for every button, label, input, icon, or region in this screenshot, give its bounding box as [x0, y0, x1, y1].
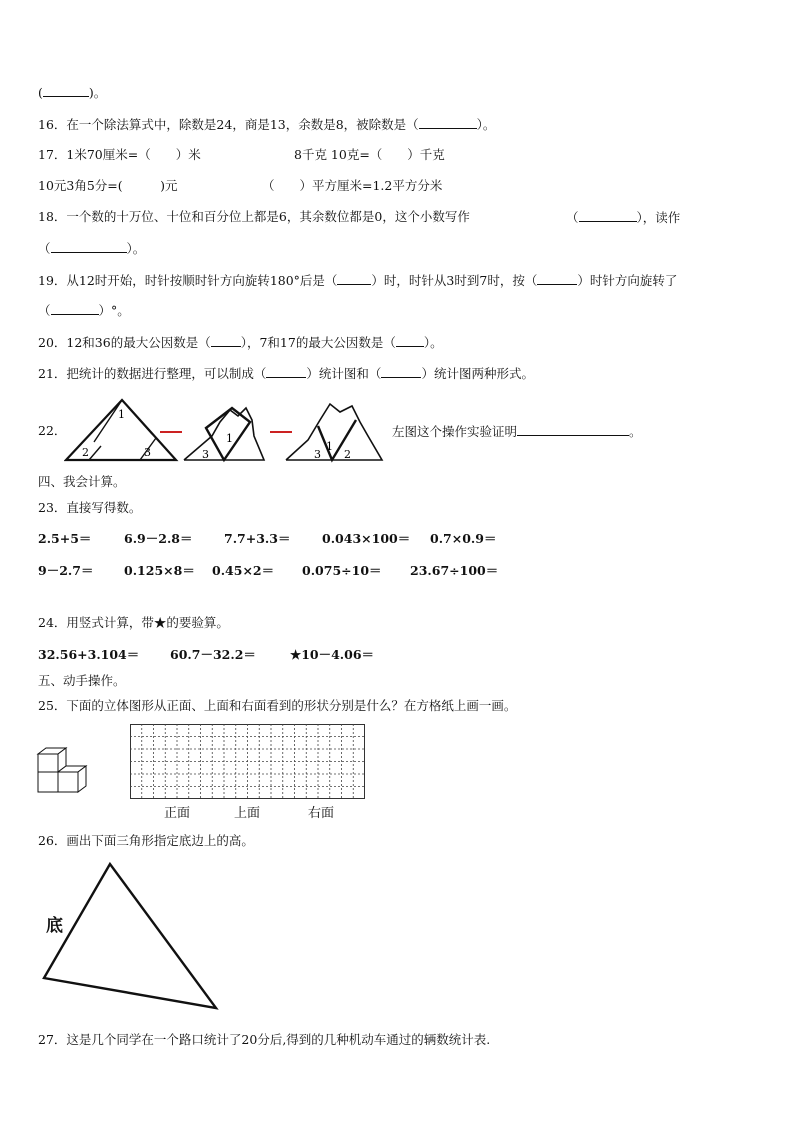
question-text: 在一个除法算式中，除数是24，商是13，余数是8，被除数是（	[66, 117, 419, 132]
question-text-end: ）时针方向旋转了	[577, 273, 678, 288]
question-number: 24．	[38, 615, 67, 630]
calc-item: 0.125×8＝	[124, 563, 195, 578]
section-4-heading: 四、我会计算。	[38, 474, 126, 489]
calc-item: 9－2.7＝	[38, 563, 94, 578]
calc-item: ★10－4.06＝	[290, 647, 375, 662]
question-number: 17．	[38, 147, 67, 162]
q18-blank1	[566, 209, 680, 226]
calc-item: 0.043×100＝	[322, 531, 411, 546]
question-number: 18．	[38, 209, 67, 224]
question-23	[38, 500, 141, 516]
angle-label-1b: 1	[226, 432, 233, 445]
paren-close: )。	[88, 85, 107, 100]
square-grid-paper[interactable]	[130, 724, 366, 800]
answer-blank[interactable]	[43, 84, 89, 97]
angle-label-3c: 3	[314, 448, 321, 461]
torn-triangle-step2	[286, 404, 382, 460]
calc-item: 60.7－32.2＝	[170, 647, 256, 662]
calc-item: 2.5+5＝	[38, 531, 92, 546]
question-text-mid: ），读作	[636, 210, 681, 225]
question-26	[38, 833, 254, 849]
question-27	[38, 1032, 490, 1048]
question-text: 左图这个操作实验证明	[392, 424, 518, 439]
answer-blank[interactable]	[537, 272, 577, 285]
question-number: 27．	[38, 1032, 67, 1047]
question-text-end: ）统计图两种形式。	[421, 366, 534, 381]
question-text: 从12时开始，时针按顺时针方向旋转180°后是（	[66, 273, 338, 288]
angle-label-3: 3	[144, 446, 151, 459]
angle-label-1: 1	[118, 408, 125, 421]
question-text: 用竖式计算，带★的要验算。	[66, 615, 229, 630]
question-text-mid: ）统计图和（	[306, 366, 382, 381]
cube-solid-figure	[36, 746, 92, 796]
angle-label-3b: 3	[202, 448, 209, 461]
question-text-end: ）。	[423, 335, 443, 350]
question-text-end: ）。	[476, 117, 496, 132]
answer-blank[interactable]	[419, 116, 477, 129]
triangle-figure	[40, 860, 224, 1012]
right-view-label: 右面	[308, 806, 335, 821]
top-view-label: 上面	[234, 806, 261, 821]
question-number: 21．	[38, 366, 67, 381]
angle-label-1c: 1	[326, 440, 333, 453]
question-text: 直接写得数。	[66, 500, 142, 515]
calc-item: 23.67÷100＝	[410, 563, 499, 578]
answer-blank[interactable]	[381, 365, 421, 378]
torn-triangle-step1	[184, 408, 264, 460]
front-view-label: 正面	[164, 806, 191, 821]
q19-line2	[38, 302, 130, 319]
answer-blank[interactable]	[517, 423, 629, 436]
q22-prompt	[392, 423, 642, 440]
question-17-row1	[38, 147, 201, 163]
question-text: 一个数的十万位、十位和百分位上都是6，其余数位都是0，这个小数写作	[66, 209, 470, 224]
q18-line2	[38, 240, 145, 257]
answer-blank[interactable]	[211, 334, 241, 347]
question-text: 把统计的数据进行整理，可以制成（	[66, 366, 267, 381]
base-label: 底	[46, 916, 63, 936]
question-number: 19．	[38, 273, 67, 288]
q17-item-a: 1米70厘米=（ ）米	[66, 147, 201, 162]
question-text-end: 。	[629, 424, 642, 439]
question-20	[38, 334, 443, 351]
calc-item: 7.7+3.3＝	[224, 531, 291, 546]
angle-label-2c: 2	[344, 448, 351, 461]
question-number: 26．	[38, 833, 67, 848]
triangle-angle-sum-diagram	[64, 392, 386, 466]
question-text: 12和36的最大公因数是（	[66, 335, 211, 350]
question-number: 20．	[38, 335, 67, 350]
question-text-mid: ），7和17的最大公因数是（	[240, 335, 396, 350]
question-text: 下面的立体图形从正面、上面和右面看到的形状分别是什么？在方格纸上画一画。	[66, 698, 517, 713]
question-16	[38, 116, 495, 133]
q17-item-d: （ ）平方厘米=1.2平方分米	[262, 178, 443, 193]
calc-item: 32.56+3.104＝	[38, 647, 140, 662]
question-number: 25．	[38, 698, 67, 713]
paren-open: （	[38, 303, 51, 318]
question-25	[38, 698, 516, 714]
section-5-heading: 五、动手操作。	[38, 673, 126, 688]
paren-open: （	[38, 241, 51, 256]
question-24	[38, 615, 229, 631]
answer-blank[interactable]	[51, 302, 99, 315]
answer-blank[interactable]	[51, 240, 127, 253]
answer-blank[interactable]	[579, 209, 637, 222]
calc-item: 0.7×0.9＝	[430, 531, 497, 546]
q17-item-c: 10元3角5分=( )元	[38, 178, 178, 193]
calc-item: 0.075÷10＝	[302, 563, 382, 578]
question-text-mid: ）时，时针从3时到7时，按（	[371, 273, 538, 288]
question-22-number: 22．	[38, 423, 67, 438]
q15-answer-line	[38, 84, 106, 101]
paren-close: ）°。	[98, 303, 130, 318]
answer-blank[interactable]	[266, 365, 306, 378]
question-text: 画出下面三角形指定底边上的高。	[66, 833, 254, 848]
angle-label-2: 2	[82, 446, 89, 459]
question-number: 23．	[38, 500, 67, 515]
answer-blank[interactable]	[337, 272, 371, 285]
paren-open: (	[38, 85, 43, 100]
calc-item: 6.9－2.8＝	[124, 531, 193, 546]
question-text: 这是几个同学在一个路口统计了20分后,得到的几种机动车通过的辆数统计表.	[66, 1032, 491, 1047]
answer-blank[interactable]	[396, 334, 424, 347]
paren-open: （	[566, 210, 579, 225]
question-number: 16．	[38, 117, 67, 132]
question-18	[38, 209, 470, 225]
q17-item-b: 8千克 10克=（ ）千克	[294, 147, 445, 162]
calc-item: 0.45×2＝	[212, 563, 275, 578]
question-19	[38, 272, 677, 289]
paren-close: ）。	[126, 241, 146, 256]
question-21	[38, 365, 534, 382]
